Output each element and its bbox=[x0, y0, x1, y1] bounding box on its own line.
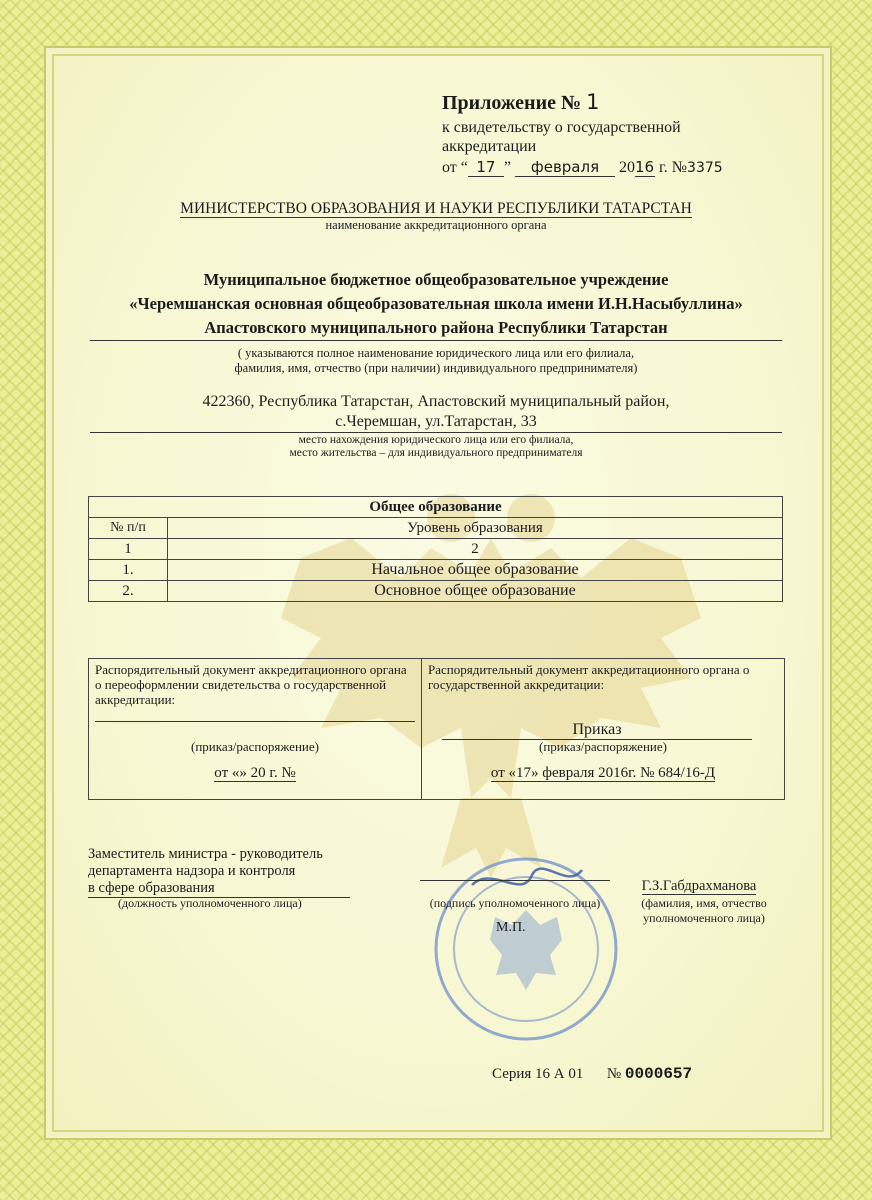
accreditation-caption: (приказ/распоряжение) bbox=[539, 739, 667, 754]
organization-line-1: Муниципальное бюджетное общеобразовательное учреждение bbox=[203, 270, 669, 289]
table-row: 1. Начальное общее образование bbox=[89, 560, 783, 581]
organization-line-3: Апастовского муниципального района Республики Татарстан bbox=[90, 316, 782, 341]
organization-block bbox=[90, 268, 782, 341]
order-type: Приказ bbox=[442, 721, 752, 740]
accreditation-heading: Распорядительный документ аккредитационного органа о государственной аккредитации: bbox=[428, 662, 750, 692]
accreditation-document bbox=[422, 659, 784, 799]
date-day: 17 bbox=[468, 158, 504, 177]
official-seal bbox=[432, 855, 620, 1043]
registration-number: 3375 bbox=[687, 160, 723, 176]
reissue-line bbox=[95, 721, 415, 722]
column-index-1: 1 bbox=[89, 539, 168, 560]
organization-caption: ( указываются полное наименование юридического лица или его филиала, фамилия, имя, отчество (при наличии) индивидуального предпринимателя) bbox=[234, 346, 638, 375]
date-month: февраля bbox=[515, 158, 615, 177]
accreditation-documents bbox=[88, 658, 785, 800]
table-row: 2. Основное общее образование bbox=[89, 581, 783, 602]
authority-block bbox=[0, 200, 872, 233]
table-title: Общее образование bbox=[89, 497, 783, 518]
subtitle-line-1: к свидетельству о государственной bbox=[442, 119, 681, 136]
signature-caption: (подпись уполномоченного лица) bbox=[429, 896, 601, 910]
column-index-2: 2 bbox=[168, 539, 783, 560]
education-levels-table bbox=[88, 496, 783, 602]
appendix-title: Приложение № 1 bbox=[442, 90, 600, 114]
appendix-number: 1 bbox=[586, 90, 600, 114]
reissue-date: от «» 20 г. № bbox=[214, 765, 296, 781]
appendix-subtitle bbox=[442, 118, 681, 156]
signatory-name: Г.З.Габдрахманова bbox=[641, 878, 757, 894]
column-header-level: Уровень образования bbox=[168, 518, 783, 539]
accreditation-date: от «17» февраля 2016г. № 684/16-Д bbox=[490, 765, 716, 781]
reissue-caption: (приказ/распоряжение) bbox=[191, 739, 319, 754]
signature-line bbox=[420, 880, 610, 881]
signatory-position: Заместитель министра - руководитель департамента надзора и контроля в сфере образования bbox=[88, 846, 350, 898]
organization-line-2: «Черемшанская основная общеобразовательная школа имени И.Н.Насыбуллина» bbox=[129, 294, 743, 313]
authority-name: МИНИСТЕРСТВО ОБРАЗОВАНИЯ И НАУКИ РЕСПУБЛИКИ ТАТАРСТАН bbox=[180, 200, 692, 217]
address-block bbox=[90, 392, 782, 433]
position-caption: (должность уполномоченного лица) bbox=[118, 896, 302, 910]
address-line-1: 422360, Республика Татарстан, Апастовский муниципальный район, bbox=[202, 393, 670, 410]
appendix-date: от “ 17 ” февраля 2016 г. №3375 bbox=[442, 158, 723, 176]
date-year: 16 bbox=[635, 158, 655, 176]
reissue-document bbox=[89, 659, 422, 799]
authority-caption: наименование аккредитационного органа bbox=[325, 218, 547, 232]
name-caption: (фамилия, имя, отчество уполномоченного лица) bbox=[641, 896, 767, 925]
certificate-series: Серия 16 А 01 № 0000657 bbox=[492, 1065, 693, 1083]
certificate-number: 0000657 bbox=[624, 1065, 693, 1083]
subtitle-line-2: аккредитации bbox=[442, 138, 537, 155]
column-header-number: № п/п bbox=[89, 518, 168, 539]
seal-label: М.П. bbox=[496, 920, 526, 935]
address-caption: место нахождения юридического лица или его филиала, место жительства – для индивидуального предпринимателя bbox=[289, 434, 583, 459]
address-line-2: с.Черемшан, ул.Татарстан, 33 bbox=[90, 412, 782, 433]
reissue-heading: Распорядительный документ аккредитационного органа о переоформлении свидетельства о государственной аккредитации: bbox=[95, 662, 407, 707]
